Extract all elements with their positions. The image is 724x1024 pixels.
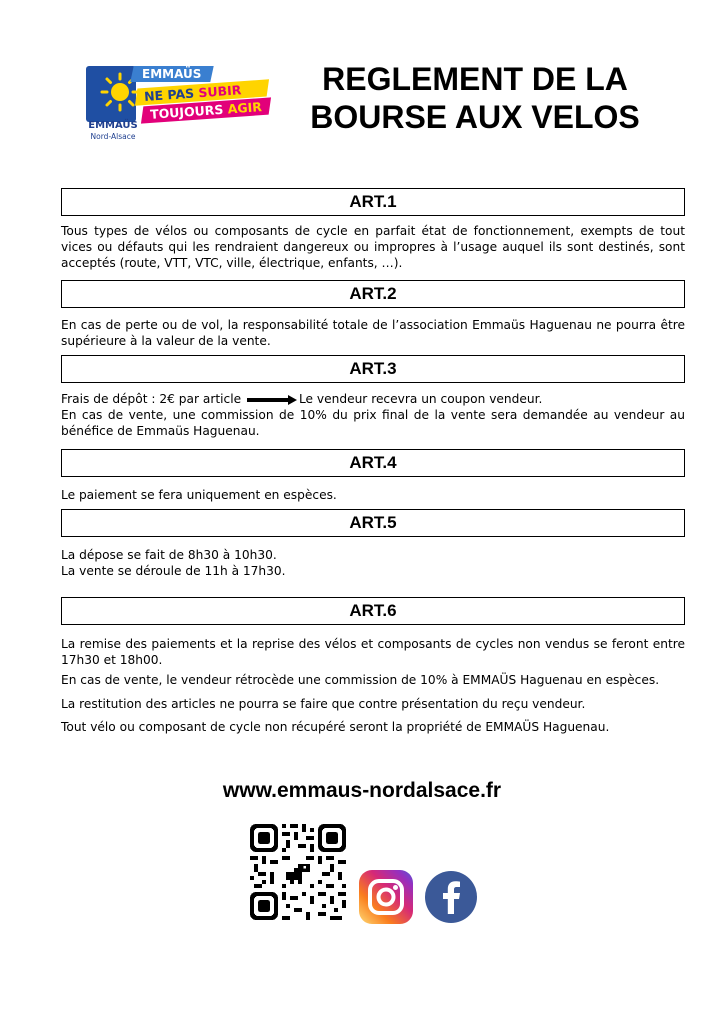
right-arrow-icon [247,395,297,405]
article-6-receipt-text: La restitution des articles ne pourra se faire que contre présentation du reçu vendeur. [61,697,586,711]
logo-agir: AGIR [227,99,263,117]
article-6-heading: ART.6 [61,597,685,625]
instagram-icon[interactable] [359,870,413,924]
facebook-icon[interactable] [424,870,478,924]
article-6-commission-text: En cas de vente, le vendeur rétrocède une commission de 10% à EMMAÜS Haguenau en espèces. [61,673,660,687]
article-6-ownership-text: Tout vélo ou composant de cycle non récupéré seront la propriété de EMMAÜS Haguenau. [61,720,610,734]
website-link[interactable]: www.emmaus-nordalsace.fr [222,779,502,802]
article-3-heading: ART.3 [61,355,685,383]
logo-ne-pas: NE PAS [143,85,199,105]
logo-subir: SUBIR [197,82,242,101]
article-3-text: En cas de vente, une commission de 10% du prix final de la vente sera demandée au vendeur au bénéfice de Emmaüs Haguenau. [61,408,685,438]
article-4-heading: ART.4 [61,449,685,477]
logo-toujours: TOUJOURS [149,101,229,122]
logo-band-emmaus [130,66,213,82]
qr-code-icon[interactable] [250,824,346,920]
article-2-heading: ART.2 [61,280,685,308]
title-line-1: REGLEMENT DE LA [322,61,628,97]
article-3-fee-line [61,391,685,407]
article-2-text: En cas de perte ou de vol, la responsabilité totale de l’association Emmaüs Haguenau ne pourra être supérieure à la valeur de la vente. [61,318,685,348]
deposit-fee-result: Le vendeur recevra un coupon vendeur. [298,392,543,406]
page-title [290,60,660,136]
logo-region-text: Nord-Alsace [90,132,136,141]
article-5-sale-text: La vente se déroule de 11h à 17h30. [61,564,286,578]
article-6-payout-text: La remise des paiements et la reprise des vélos et composants de cycles non vendus se feront entre 17h30 et 18h00. [61,637,685,667]
article-1-heading: ART.1 [61,188,685,216]
emmaus-logo [86,62,276,146]
article-5-dropoff-text: La dépose se fait de 8h30 à 10h30. [61,548,277,562]
logo-band-emmaus-text: EMMAÜS [142,67,202,81]
article-1-text: Tous types de vélos ou composants de cycle en parfait état de fonctionnement, exempts de tout vices ou défauts qui les rendraient dangereux ou impropres à l’usage auquel ils sont destinés, sont acceptés (route, VTT, VTC, ville, électrique, enfants, …). [61,224,685,270]
article-4-text: Le paiement se fera uniquement en espèces. [61,488,337,502]
logo-brand-text: EMMAÜS [88,120,138,131]
title-line-2: BOURSE AUX VELOS [310,99,640,135]
article-5-heading: ART.5 [61,509,685,537]
deposit-fee-label: Frais de dépôt : 2€ par article [61,392,242,406]
